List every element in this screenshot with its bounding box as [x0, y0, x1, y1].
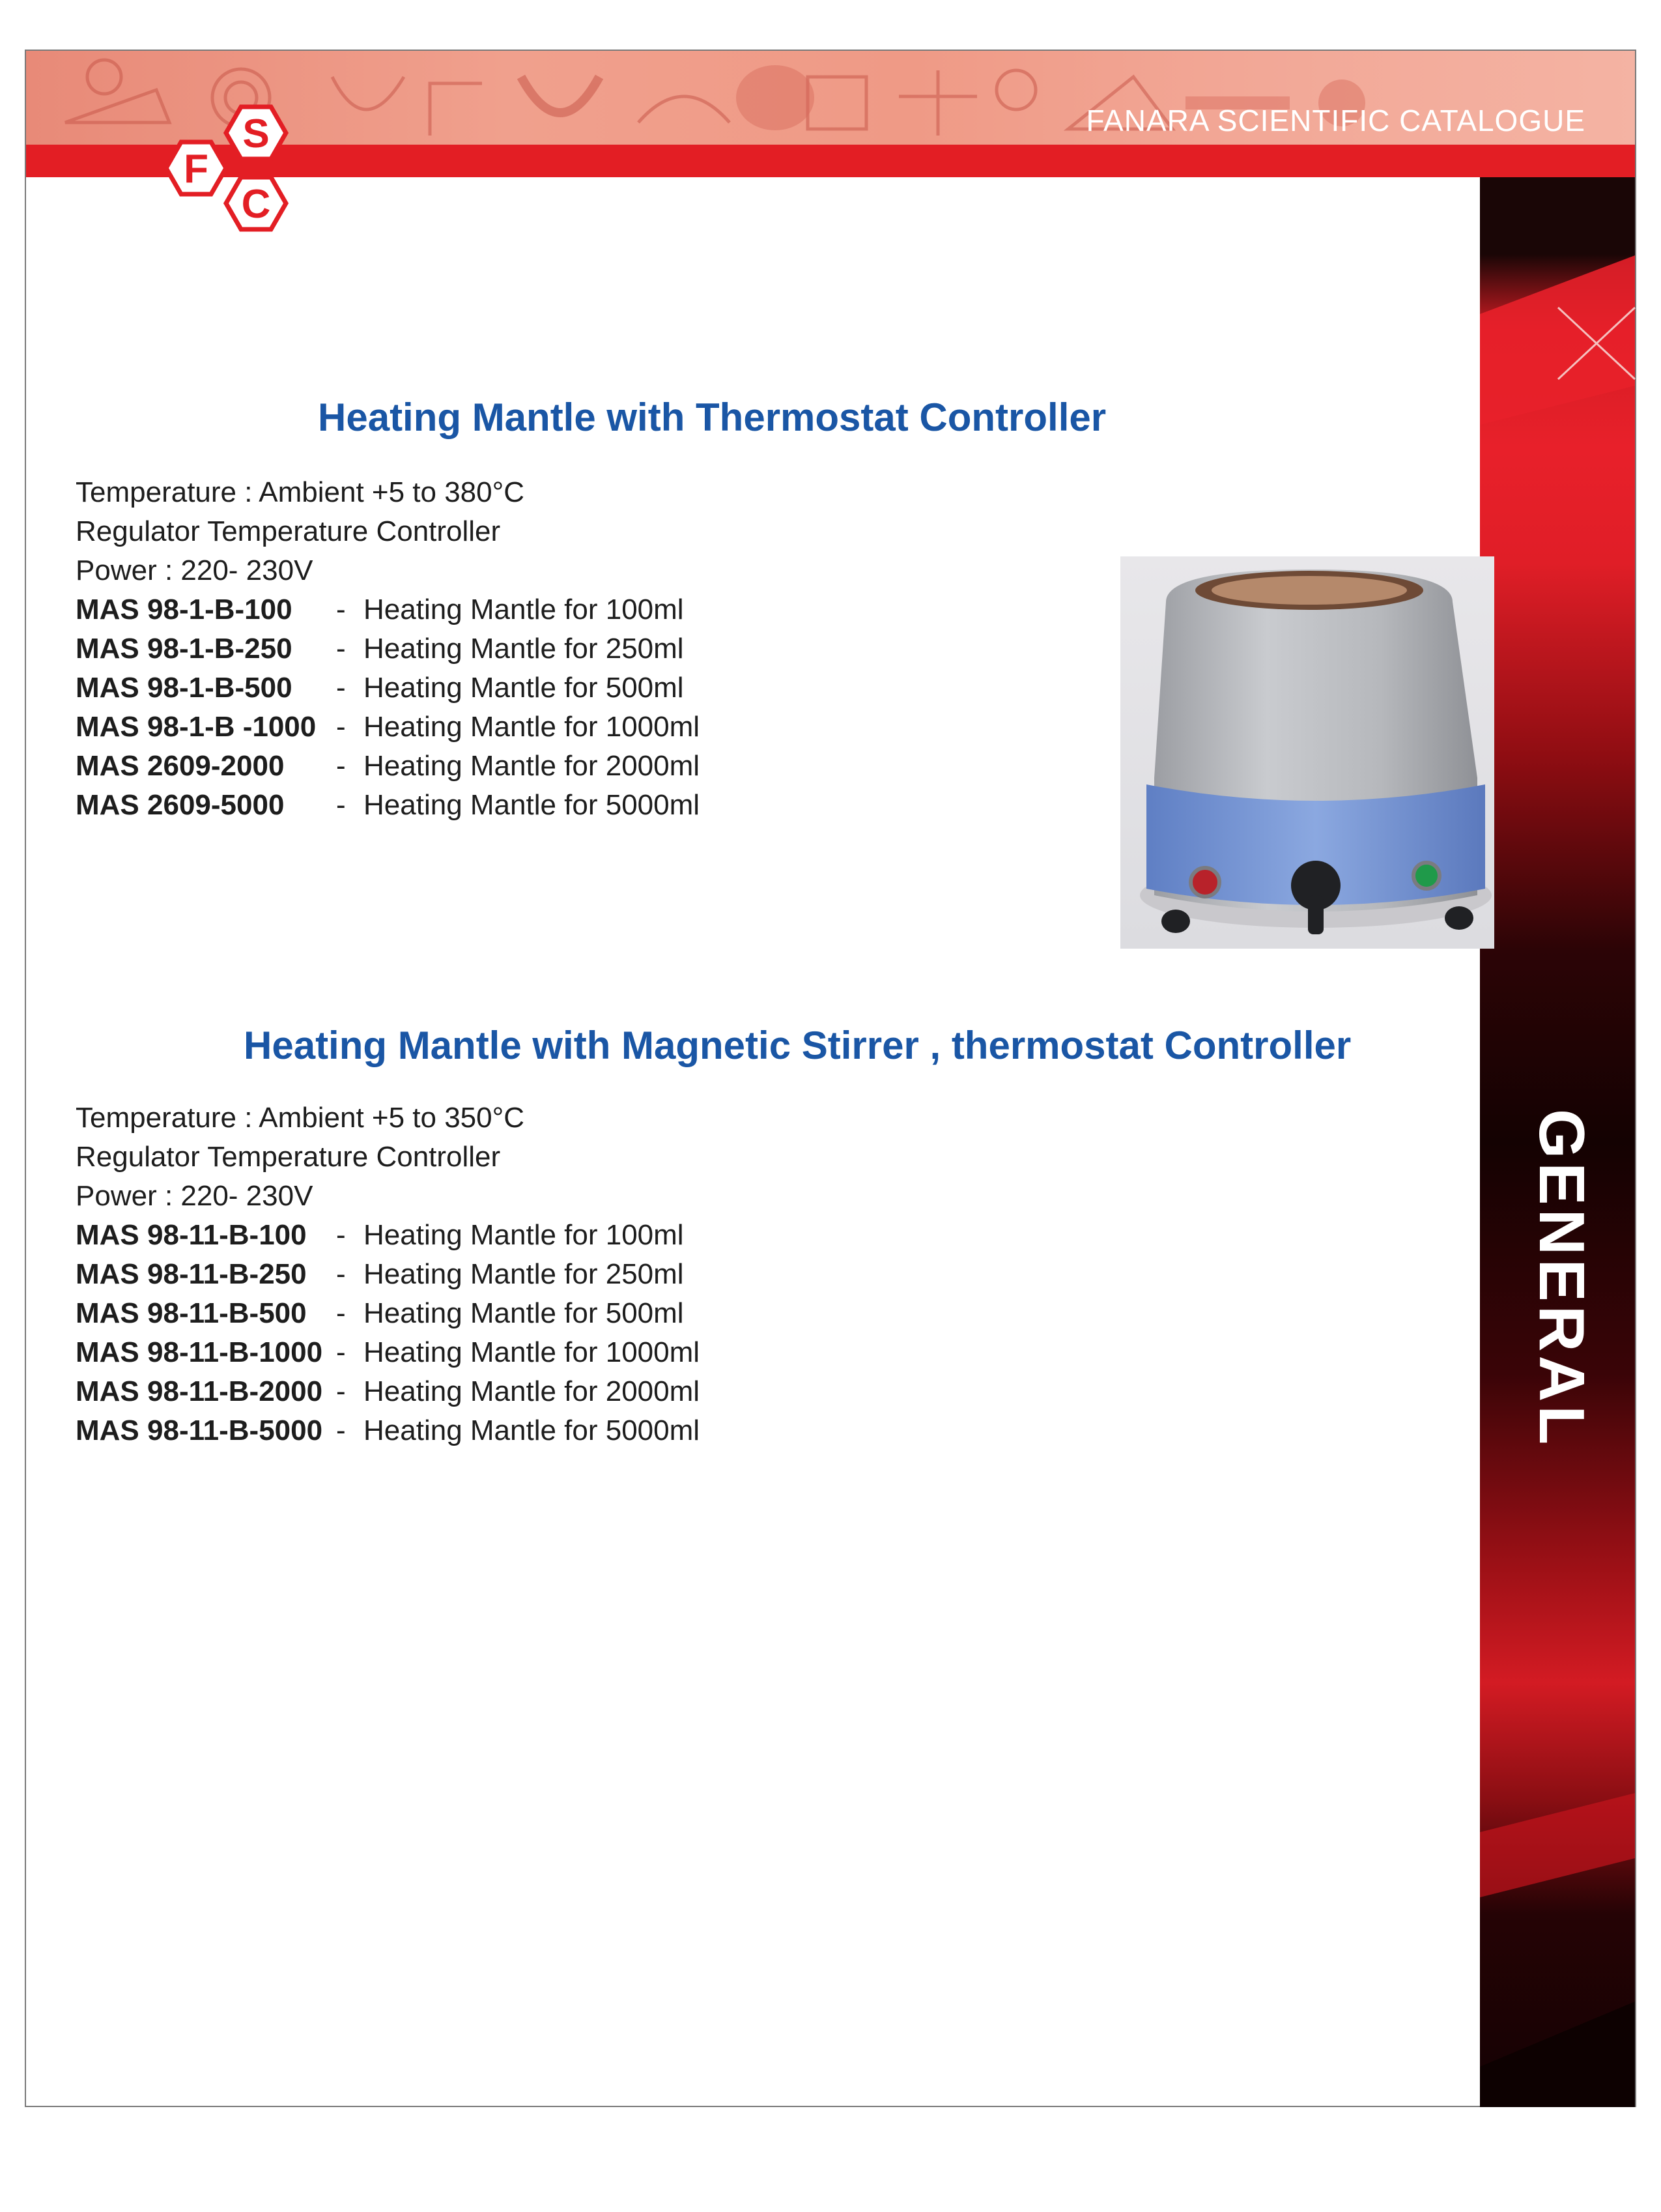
model-code: MAS 98-1-B-250: [76, 633, 292, 665]
model-code: MAS 2609-2000: [76, 750, 285, 782]
section-title-magnetic-stirrer: Heating Mantle with Magnetic Stirrer , thermostat Controller: [244, 1024, 1352, 1067]
model-code: MAS 98-11-B-2000: [76, 1375, 323, 1407]
heating-mantle-photo: [1120, 556, 1494, 949]
fsc-logo: [124, 100, 306, 283]
logo-letter-c: C: [241, 182, 271, 227]
model-row: [76, 590, 700, 629]
model-row: [76, 747, 700, 786]
catalogue-page: [25, 50, 1636, 2211]
section-label: GENERAL: [1526, 1109, 1598, 1449]
model-separator: -: [336, 750, 346, 782]
model-separator: -: [336, 1219, 346, 1251]
model-separator: -: [336, 594, 346, 625]
spec-regulator: Regulator Temperature Controller: [76, 515, 501, 547]
page-number: 181: [1488, 2169, 1552, 2211]
model-description: Heating Mantle for 1000ml: [363, 711, 700, 743]
model-code: MAS 98-1-B-500: [76, 672, 292, 704]
model-description: Heating Mantle for 5000ml: [363, 789, 700, 821]
model-row: [76, 1216, 700, 1255]
model-description: Heating Mantle for 100ml: [363, 594, 684, 625]
model-row: [76, 1411, 700, 1450]
spec-power: Power : 220- 230V: [76, 1180, 313, 1212]
model-code: MAS 98-11-B-500: [76, 1297, 307, 1329]
model-code: MAS 98-11-B-100: [76, 1219, 307, 1251]
model-separator: -: [336, 1297, 346, 1329]
model-separator: -: [336, 1415, 346, 1446]
model-row: [76, 668, 700, 708]
model-separator: -: [336, 1336, 346, 1368]
model-row: [76, 1255, 700, 1294]
model-description: Heating Mantle for 2000ml: [363, 1375, 700, 1407]
spec-power: Power : 220- 230V: [76, 554, 313, 586]
spec-regulator: Regulator Temperature Controller: [76, 1141, 501, 1173]
model-code: MAS 98-1-B -1000: [76, 711, 317, 743]
spec-block-thermostat: [76, 473, 700, 825]
model-separator: -: [336, 633, 346, 665]
catalogue-title: FANARA SCIENTIFIC CATALOGUE: [1086, 104, 1585, 137]
model-description: Heating Mantle for 250ml: [363, 1258, 684, 1290]
model-description: Heating Mantle for 250ml: [363, 633, 684, 665]
logo-letter-s: S: [242, 111, 270, 156]
spec-block-magnetic-stirrer: [76, 1099, 700, 1450]
model-code: MAS 98-11-B-1000: [76, 1336, 323, 1368]
spec-temperature: Temperature : Ambient +5 to 380°C: [76, 476, 524, 508]
model-row: [76, 1294, 700, 1333]
model-description: Heating Mantle for 2000ml: [363, 750, 700, 782]
model-separator: -: [336, 789, 346, 821]
model-separator: -: [336, 1375, 346, 1407]
model-code: MAS 98-11-B-5000: [76, 1415, 323, 1446]
model-separator: -: [336, 672, 346, 704]
model-code: MAS 98-1-B-100: [76, 594, 292, 625]
model-row: [76, 629, 700, 668]
model-separator: -: [336, 1258, 346, 1290]
model-description: Heating Mantle for 5000ml: [363, 1415, 700, 1446]
model-code: MAS 2609-5000: [76, 789, 285, 821]
section-side-panel: [1480, 177, 1635, 2211]
model-row: [76, 786, 700, 825]
model-description: Heating Mantle for 500ml: [363, 1297, 684, 1329]
model-row: [76, 1372, 700, 1411]
model-description: Heating Mantle for 1000ml: [363, 1336, 700, 1368]
logo-letter-f: F: [184, 147, 208, 192]
model-description: Heating Mantle for 100ml: [363, 1219, 684, 1251]
model-separator: -: [336, 711, 346, 743]
model-description: Heating Mantle for 500ml: [363, 672, 684, 704]
model-row: [76, 1333, 700, 1372]
model-row: [76, 708, 700, 747]
model-code: MAS 98-11-B-250: [76, 1258, 307, 1290]
section-title-thermostat: Heating Mantle with Thermostat Controller: [318, 395, 1107, 439]
spec-temperature: Temperature : Ambient +5 to 350°C: [76, 1102, 524, 1134]
